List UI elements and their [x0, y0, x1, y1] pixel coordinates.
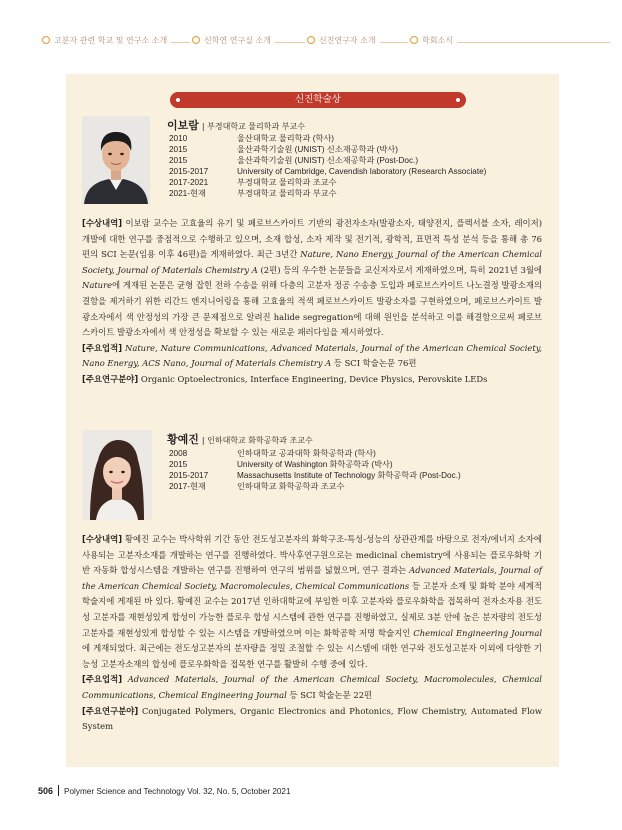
nav-item-schools[interactable] — [40, 35, 171, 46]
portrait-photo-2 — [82, 430, 152, 520]
career-year: 2015 — [169, 459, 188, 469]
circle-bullet-icon — [192, 36, 200, 44]
career-desc: 울산과학기술원 (UNIST) 신소재공학과 (박사) — [237, 144, 398, 154]
portrait-photo-1 — [82, 116, 150, 204]
works-label: [주요업적] — [82, 342, 123, 353]
career-row — [169, 156, 486, 167]
person1-header — [167, 117, 305, 133]
person2-career — [169, 449, 461, 493]
award-journal-cej: Chemical Engineering Journal — [413, 627, 543, 638]
career-desc: 울산대학교 물리학과 (학사) — [237, 134, 335, 143]
career-desc: 울산과학기술원 (UNIST) 신소재공학과 (Post-Doc.) — [237, 155, 419, 165]
career-desc: 인하대학교 화학공학과 조교수 — [237, 481, 345, 491]
person2-works-paragraph — [82, 672, 542, 703]
award-text: 에 게재되었다. 최근에는 전도성고분자의 분자량을 정밀 조절할 수 있는 시스템에 대한 연구와 전도성고분자 이외에 다양한 기능성 고분자소재의 합성에 플로우화학을 접목한 연구를 활발히 수행 중에 있다. — [82, 643, 542, 669]
career-year: 2017-2021 — [169, 177, 209, 187]
career-year: 2017-현재 — [169, 481, 206, 491]
award-journal-nature: Nature — [82, 280, 113, 291]
award-label: [수상내역] — [82, 218, 123, 228]
nav-item-label: 신진연구자 소개 — [319, 36, 376, 45]
person1-affiliation: | 부경대학교 물리학과 부교수 — [201, 122, 305, 131]
circle-bullet-icon — [410, 36, 418, 44]
banner-dot-icon — [176, 98, 180, 102]
person2-body — [82, 532, 542, 735]
section-nav — [0, 30, 622, 56]
person2-header — [167, 431, 313, 447]
career-year: 2015 — [169, 155, 188, 165]
nav-item-label: 학회소식 — [422, 36, 453, 45]
nav-item-researchers[interactable] — [305, 35, 380, 46]
award-text: 등 고분자 소재 및 화학 분야 세계적 학술지에 게재된 바 있다. 황예진 교수는 2017년 인하대학교에 부임한 이후 고분자와 플로우화학을 접목하여 전자소자용 전도성 고분자를 재현성있게 합성이 가능한 플로우 합성 시스템에 관한 연구를 진행하였고, 실제로 3분 안에 높은 분자량의 전도성고분자를 재현성있게 합성할 수 있는 시스템을 개발하였으며 이는 화학공학 저명 학술지인 — [82, 580, 542, 638]
career-row — [169, 189, 486, 200]
person2-name: 황예진 — [167, 433, 199, 446]
field-text: Organic Optoelectronics, Interface Engineering, Device Physics, Perovskite LEDs — [138, 373, 488, 384]
career-row — [169, 178, 486, 189]
banner-title: 신진학술상 — [295, 94, 341, 105]
career-desc: 부경대학교 물리학과 조교수 — [237, 177, 337, 187]
works-label: [주요업적] — [82, 674, 123, 685]
person1-field-paragraph — [82, 372, 542, 388]
works-journals: Advanced Materials, Journal of the American Chemical Society, Macromolecules, Chemical Communications, Chemical Engineering Journal — [82, 674, 542, 700]
page-number: 506 — [38, 786, 54, 796]
award-label: [수상내역] — [82, 534, 123, 544]
career-desc: University of Washington 화학공학과 (박사) — [237, 459, 393, 469]
career-row — [169, 460, 461, 471]
field-text: Conjugated Polymers, Organic Electronics and Photonics, Flow Chemistry, Automated Flow System — [82, 705, 542, 732]
award-journals: Nature, Nano Energy, Journal of the American Chemical Society, Journal of Materials Chemistry A — [82, 249, 542, 275]
circle-bullet-icon — [42, 36, 50, 44]
person1-body — [82, 216, 542, 388]
award-text: 이보람 교수는 고효율의 유기 및 페로브스카이트 기반의 광전자소자(발광소자, 태양전지, 플렉서블 소자, 레이저) 개발에 대한 연구를 중점적으로 수행하고 있으며, 소재 합성, 소자 제작 및 전기적, 광학적, 표면적 특성 분석 등을 통해 총 76편의 SCI 논문(임용 이후 46편)을 게재하였다. 최근 3년간 — [82, 218, 542, 260]
person1-works-paragraph — [82, 341, 542, 372]
award-text: 에 게재된 논문은 균형 잡힌 전하 수송을 위해 다층의 고분자 정공 수송층 도입과 페로브스카이트 나노결정 발광소재의 결함을 제거하기 위한 리간드 엔지니어링을 통해 고효율의 적색 페로브스카이트 발광소자를 구현하였으며, 페로브스카이트 발광소자에서 색 안정성의 가장 큰 문제점으로 알려진 halide segregation에 대해 원인을 분석하고 이를 해결함으로써 페로브스카이트 발광소자에서 색 안정성을 확보할 수 있는 새로운 패러다임을 제시하였다. — [82, 280, 542, 338]
career-row — [169, 134, 486, 145]
career-year: 2008 — [169, 449, 188, 458]
career-row — [169, 449, 461, 460]
person1-award-paragraph — [82, 216, 542, 341]
career-desc: University of Cambridge, Cavendish laboratory (Research Associate) — [237, 166, 487, 176]
career-desc: Massachusetts Institute of Technology 화학공학과 (Post-Doc.) — [237, 470, 461, 480]
journal-info: Polymer Science and Technology Vol. 32, No. 5, October 2021 — [64, 787, 291, 796]
nav-item-label: 고분자 관련 학교 및 연구소 소개 — [54, 36, 168, 45]
career-row — [169, 167, 486, 178]
nav-item-labs[interactable] — [190, 35, 275, 46]
person2-award-paragraph — [82, 532, 542, 672]
works-text: 등 SCI 학술논문 76편 — [331, 358, 417, 369]
nav-item-news[interactable] — [408, 35, 457, 46]
career-row — [169, 471, 461, 482]
career-year: 2021-현재 — [169, 188, 206, 198]
career-row — [169, 145, 486, 156]
field-label: [주요연구분야] — [82, 373, 139, 384]
works-text: 등 SCI 학술논문 22편 — [286, 689, 373, 700]
career-desc: 인하대학교 공과대학 화학공학과 (학사) — [237, 449, 376, 458]
award-banner — [170, 92, 466, 108]
career-row — [169, 482, 461, 493]
person2-field-paragraph — [82, 704, 542, 735]
career-desc: 부경대학교 물리학과 부교수 — [237, 188, 337, 198]
banner-dot-icon — [456, 98, 460, 102]
award-journals: Advanced Materials, Journal of the American Chemical Society, Macromolecules, Chemical Communications — [82, 565, 542, 591]
person1-career — [169, 134, 486, 199]
footer-divider — [58, 785, 59, 796]
award-text: (2편) 등의 우수한 논문들을 교신저자로서 게재하였으며, 특히 2021년 3월에 — [257, 264, 543, 275]
nav-item-label: 신학연 연구실 소개 — [204, 36, 271, 45]
award-text: 황예진 교수는 박사학위 기간 동안 전도성고분자의 화학구조-특성-성능의 상관관계를 바탕으로 전자/에너지 소자에 사용되는 고분자소재를 개발하는 연구를 진행하였다. 박사후연구원으로는 medicinal chemistry에 사용되는 플로우화학 기반 자동화 합성시스템을 개발하는 연구를 진행하여 연구의 범위를 넓혔으며, 연구 결과는 — [82, 534, 542, 576]
career-year: 2015 — [169, 144, 188, 154]
person2-affiliation: | 인하대학교 화학공학과 조교수 — [201, 436, 313, 445]
field-label: [주요연구분야] — [82, 705, 139, 716]
career-year: 2015-2017 — [169, 470, 209, 480]
person1-name: 이보람 — [167, 119, 199, 132]
circle-bullet-icon — [307, 36, 315, 44]
page-footer — [38, 785, 291, 796]
career-year: 2010 — [169, 134, 188, 143]
works-journals: Nature, Nature Communications, Advanced Materials, Journal of the American Chemical Society, Nano Energy, ACS Nano, Journal of Materials Chemistry A — [82, 342, 542, 369]
career-year: 2015-2017 — [169, 166, 209, 176]
